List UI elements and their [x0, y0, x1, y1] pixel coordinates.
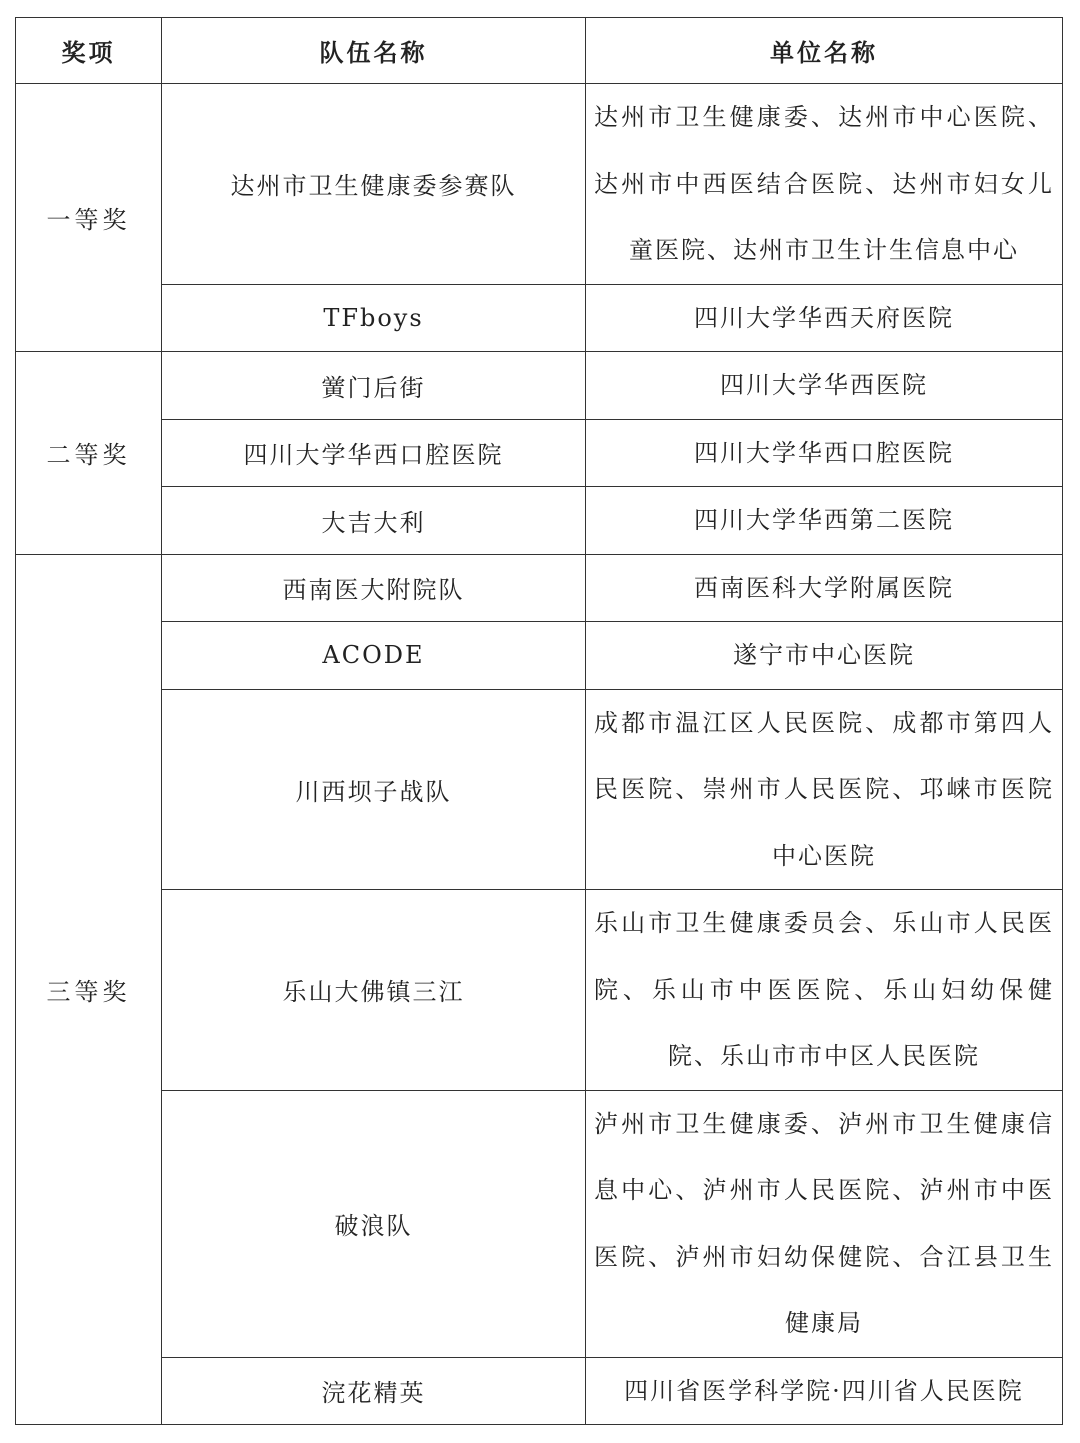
- table-row: [16, 419, 1063, 487]
- team-name: 破浪队: [162, 1090, 586, 1357]
- unit-name: 四川大学华西口腔医院: [586, 419, 1063, 487]
- unit-name: 乐山市卫生健康委员会、乐山市人民医院、乐山市中医医院、乐山妇幼保健院、乐山市市中区人民医院: [586, 890, 1063, 1091]
- header-team: 队伍名称: [162, 18, 586, 84]
- header-award: 奖项: [16, 18, 162, 84]
- table-row: [16, 84, 1063, 285]
- table-row: [16, 284, 1063, 352]
- team-name: 大吉大利: [162, 487, 586, 555]
- award-first: 一等奖: [16, 84, 162, 352]
- unit-name: 西南医科大学附属医院: [586, 554, 1063, 622]
- team-name: 川西坝子战队: [162, 689, 586, 890]
- table-row: [16, 1357, 1063, 1425]
- unit-name: 达州市卫生健康委、达州市中心医院、达州市中西医结合医院、达州市妇女儿童医院、达州市卫生计生信息中心: [586, 84, 1063, 285]
- award-second: 二等奖: [16, 352, 162, 555]
- team-name: 达州市卫生健康委参赛队: [162, 84, 586, 285]
- unit-name: 四川省医学科学院·四川省人民医院: [586, 1357, 1063, 1425]
- table-row: [16, 622, 1063, 690]
- table-row: [16, 487, 1063, 555]
- awards-table: [15, 17, 1063, 1425]
- team-name: 黉门后街: [162, 352, 586, 420]
- team-name: ACODE: [162, 622, 586, 690]
- award-third: 三等奖: [16, 554, 162, 1425]
- table-row: [16, 554, 1063, 622]
- header-unit: 单位名称: [586, 18, 1063, 84]
- header-row: [16, 18, 1063, 84]
- table-row: [16, 352, 1063, 420]
- team-name: 西南医大附院队: [162, 554, 586, 622]
- team-name: 乐山大佛镇三江: [162, 890, 586, 1091]
- unit-name: 遂宁市中心医院: [586, 622, 1063, 690]
- team-name: TFboys: [162, 284, 586, 352]
- unit-name: 四川大学华西第二医院: [586, 487, 1063, 555]
- table-row: [16, 890, 1063, 1091]
- unit-name: 泸州市卫生健康委、泸州市卫生健康信息中心、泸州市人民医院、泸州市中医医院、泸州市妇幼保健院、合江县卫生健康局: [586, 1090, 1063, 1357]
- team-name: 浣花精英: [162, 1357, 586, 1425]
- unit-name: 成都市温江区人民医院、成都市第四人民医院、崇州市人民医院、邛崃市医院中心医院: [586, 689, 1063, 890]
- unit-name: 四川大学华西医院: [586, 352, 1063, 420]
- table-row: [16, 689, 1063, 890]
- team-name: 四川大学华西口腔医院: [162, 419, 586, 487]
- unit-name: 四川大学华西天府医院: [586, 284, 1063, 352]
- table-row: [16, 1090, 1063, 1357]
